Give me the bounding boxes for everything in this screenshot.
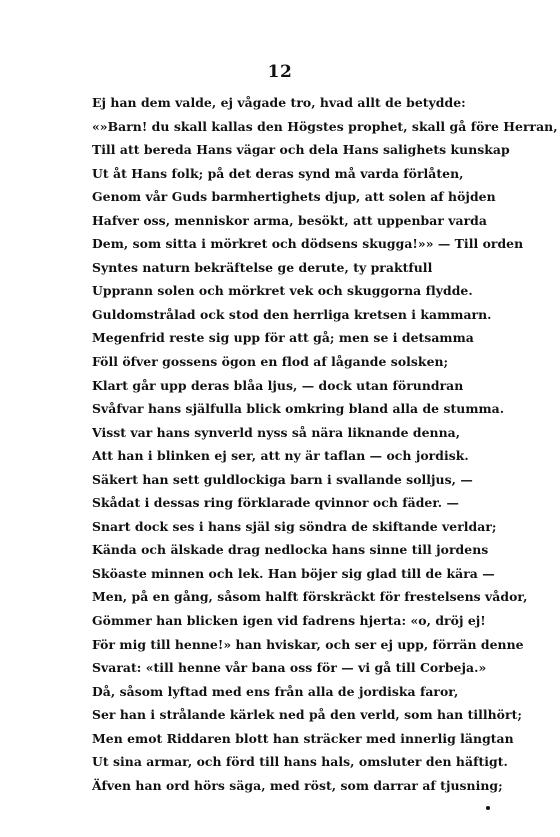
text-line: Svarat: «till henne vår bana oss för — vi gå till Corbeja.» xyxy=(92,660,487,676)
page-number: 12 xyxy=(267,62,293,82)
text-line: Sköaste minnen och lek. Han böjer sig glad till de kära — xyxy=(92,565,495,581)
text-line: Klart går upp deras blåa ljus, — dock utan förundran xyxy=(92,377,464,393)
text-line: Att han i blinken ej ser, att ny är taflan — och jordisk. xyxy=(92,448,469,464)
text-line: Föll öfver gossens ögon en flod af lågande solsken; xyxy=(92,354,449,370)
text-line: Ser han i strålande kärlek ned på den verld, som han tillhört; xyxy=(92,707,522,723)
text-line: Skådat i dessas ring förklarade qvinnor och fäder. — xyxy=(92,495,459,511)
text-line: Syntes naturn bekräftelse ge derute, ty praktfull xyxy=(92,259,433,275)
text-line: Men, på en gång, såsom halft förskräckt för frestelsens vådor, xyxy=(92,589,528,605)
text-line: Guldomstrålad ock stod den herrliga kretsen i kammarn. xyxy=(92,306,492,322)
text-line: Hafver oss, menniskor arma, besökt, att uppenbar varda xyxy=(92,212,487,228)
text-line: Megenfrid reste sig upp för att gå; men se i detsamma xyxy=(92,330,474,346)
text-line: Då, såsom lyftad med ens från alla de jordiska faror, xyxy=(92,683,459,699)
text-line: Men emot Riddaren blott han sträcker med innerlig längtan xyxy=(92,730,514,746)
text-line: Svåfvar hans själfulla blick omkring bland alla de stumma. xyxy=(92,401,505,417)
text-line: För mig till henne!» han hviskar, och ser ej upp, förrän denne xyxy=(92,636,524,652)
poem-text xyxy=(92,91,558,797)
text-line: Kända och älskade drag nedlocka hans sinne till jordens xyxy=(92,542,489,558)
text-line: Ut sina armar, och förd till hans hals, omsluter den häftigt. xyxy=(92,754,508,770)
text-line: Ut åt Hans folk; på det deras synd må varda förlåten, xyxy=(92,165,464,181)
text-line: Säkert han sett guldlockiga barn i svallande solljus, — xyxy=(92,471,473,487)
text-line: Upprann solen och mörkret vek och skuggorna flydde. xyxy=(92,283,473,299)
text-line: «»Barn! du skall kallas den Högstes prophet, skall gå före Herran, xyxy=(92,118,558,134)
text-line: Gömmer han blicken igen vid fadrens hjerta: «o, dröj ej! xyxy=(92,613,486,629)
text-line: Ej han dem valde, ej vågade tro, hvad allt de betydde: xyxy=(92,95,466,110)
text-line: Snart dock ses i hans själ sig söndra de skiftande verldar; xyxy=(92,518,497,534)
text-line: Dem, som sitta i mörkret och dödsens skugga!»» — Till orden xyxy=(92,236,524,252)
text-line: Visst var hans synverld nyss så nära liknande denna, xyxy=(92,424,461,440)
ink-speck xyxy=(486,806,490,810)
text-line: Till att bereda Hans vägar och dela Hans salighets kunskap xyxy=(92,142,510,158)
text-line: Genom vår Guds barmhertighets djup, att solen af höjden xyxy=(92,189,496,205)
text-line: Äfven han ord hörs säga, med röst, som darrar af tjusning; xyxy=(92,777,503,793)
